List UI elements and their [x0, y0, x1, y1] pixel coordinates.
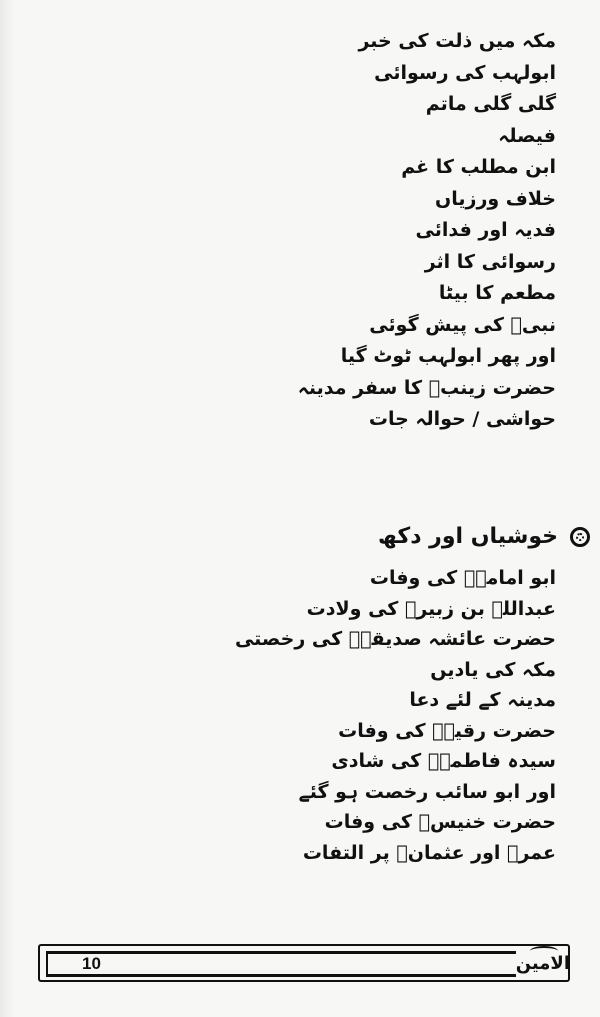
page-number: 10	[82, 954, 101, 973]
section-heading[interactable]	[90, 519, 590, 555]
toc-entry[interactable]: سیدہ فاطمہؓ کی شادی	[331, 750, 556, 772]
toc-entry[interactable]: فیصلہ	[498, 124, 556, 147]
toc-entry[interactable]: نبیؐ کی پیش گوئی	[369, 313, 556, 336]
toc-entry[interactable]: اور ابو سائب رخصت ہو گئے	[298, 780, 556, 803]
toc-entry[interactable]: فدیہ اور فدائی	[415, 219, 556, 241]
section-title: خوشیاں اور دکھ	[378, 524, 558, 549]
toc-entry[interactable]: مدینہ کے لئے دعا	[409, 689, 556, 711]
toc-list-part-1	[96, 26, 556, 436]
toc-entry[interactable]: مطعم کا بیٹا	[438, 282, 556, 304]
toc-entry[interactable]: گلی گلی ماتم	[425, 93, 556, 115]
toc-entry[interactable]: اور پھر ابولہب ٹوٹ گیا	[340, 345, 556, 367]
toc-entry[interactable]: رسوائی کا اثر	[424, 250, 556, 273]
toc-entry[interactable]: حضرت عائشہ صدیقہؓ کی رخصتی	[234, 628, 556, 650]
page-edge-shadow	[0, 0, 14, 1017]
toc-entry[interactable]: ابولہب کی رسوائی	[374, 61, 556, 84]
toc-entry[interactable]: عمرؓ اور عثمانؓ پر التفات	[302, 841, 556, 864]
toc-entry[interactable]: مکہ میں ذلت کی خبر	[358, 30, 556, 52]
ornament-bullet-icon	[570, 527, 590, 547]
toc-entry[interactable]: ابن مطلب کا غم	[401, 156, 556, 178]
footer-bar	[46, 951, 516, 977]
toc-list-part-2	[96, 563, 556, 868]
toc-entry[interactable]: حضرت خنیسؓ کی وفات	[324, 811, 556, 833]
toc-entry[interactable]: عبداللہ بن زبیرؓ کی ولادت	[306, 597, 556, 620]
toc-entry[interactable]: ابو امامہؓ کی وفات	[369, 567, 556, 589]
book-logo: الامین	[515, 953, 570, 974]
toc-entry[interactable]: حضرت رقیہؓ کی وفات	[338, 719, 556, 742]
toc-entry[interactable]: مکہ کی یادیں	[430, 658, 556, 681]
toc-entry[interactable]: حضرت زینبؓ کا سفر مدینہ	[297, 376, 556, 399]
toc-entry[interactable]: خلاف ورزیاں	[435, 187, 556, 210]
toc-entry[interactable]: حواشی / حوالہ جات	[368, 408, 556, 430]
